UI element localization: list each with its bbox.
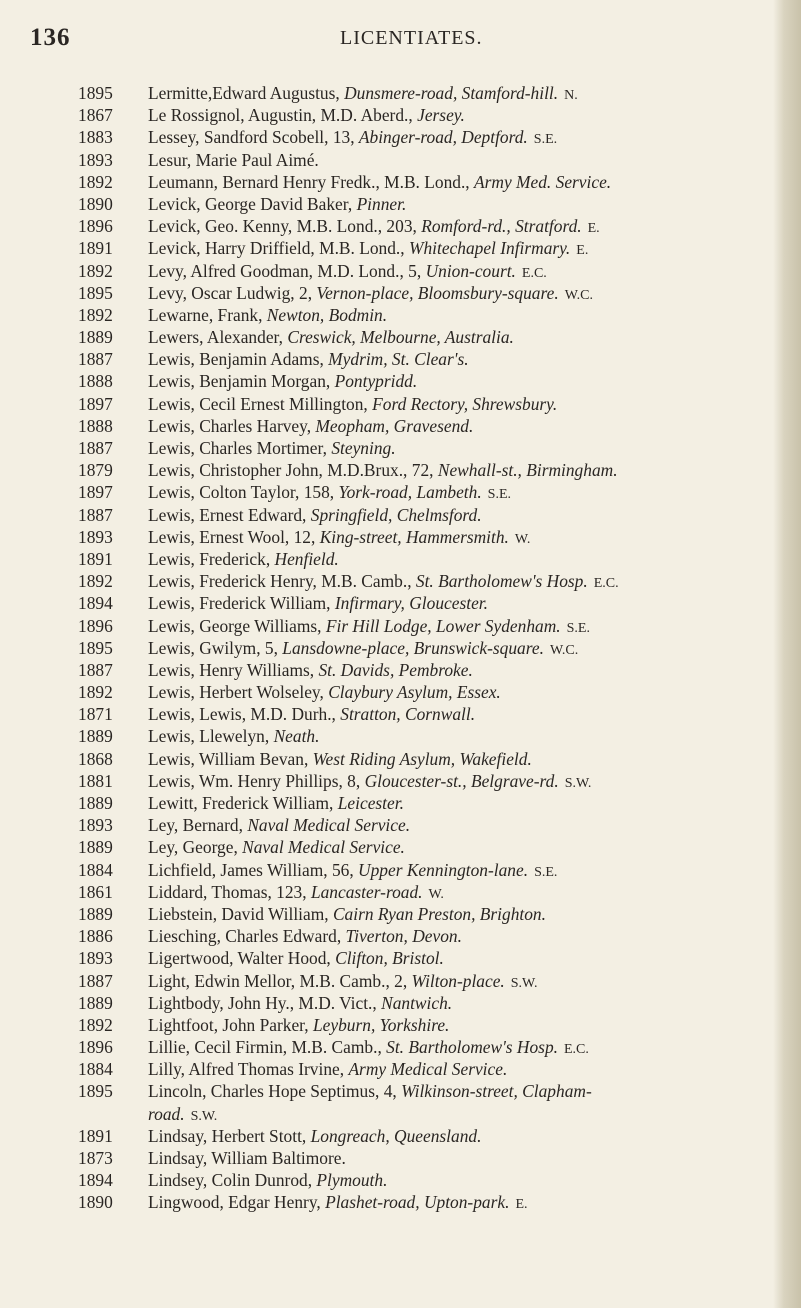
licentiates-list <box>0 82 801 1214</box>
entry-postal-district: W. <box>514 531 531 547</box>
entry-row <box>0 637 801 659</box>
entry-row <box>0 681 801 703</box>
entry-row <box>0 947 801 969</box>
entry-place: Stratton, Cornwall. <box>340 704 476 725</box>
entry-place: York-road, Lambeth. <box>338 482 482 503</box>
entry-year: 1897 <box>78 482 113 503</box>
entry-place: Whitechapel Infirmary. <box>408 238 571 259</box>
entry-postal-district: S.W. <box>564 775 592 791</box>
entry-year: 1893 <box>78 948 113 969</box>
entry-name: Lewis, Ernest Edward, <box>148 504 311 525</box>
entry-place: Pinner. <box>356 193 407 214</box>
entry-place: Army Medical Service. <box>348 1059 508 1080</box>
entry-name: Lewis, Colton Taylor, 158, <box>148 482 339 503</box>
entry-row <box>0 348 801 370</box>
entry-name: Liesching, Charles Edward, <box>148 926 346 947</box>
entry-place: Cairn Ryan Preston, Brighton. <box>332 903 546 924</box>
entry-year: 1890 <box>78 193 113 214</box>
entry-year: 1887 <box>78 438 113 458</box>
entry-place: Romford-rd., Stratford. <box>421 216 582 237</box>
entry-postal-district: W. <box>428 886 444 902</box>
entry-row <box>0 925 801 947</box>
entry-place: King-street, Hammersmith. <box>319 526 509 547</box>
entry-place: road. <box>148 1103 185 1124</box>
entry-row <box>0 149 801 171</box>
entry-year: 1889 <box>78 992 113 1013</box>
entry-name: Lincoln, Charles Hope Septimus, 4, <box>148 1081 402 1102</box>
entry-year: 1896 <box>78 615 113 636</box>
entry-year: 1889 <box>78 327 113 348</box>
entry-year: 1893 <box>78 815 113 836</box>
entry-name: Lewis, Henry Williams, <box>148 659 319 680</box>
entry-place: Claybury Asylum, Essex. <box>328 682 501 703</box>
entry-row <box>0 415 801 437</box>
entry-name: Lewis, Llewelyn, <box>148 726 274 747</box>
entry-postal-district: S.E. <box>534 864 558 880</box>
entry-row <box>0 526 801 548</box>
entry-row <box>0 1103 801 1125</box>
entry-row <box>0 748 801 770</box>
entry-row <box>0 1169 801 1191</box>
entry-year: 1889 <box>78 837 113 858</box>
entry-postal-district: E.C. <box>521 265 547 281</box>
entry-row <box>0 104 801 126</box>
entry-year: 1891 <box>78 548 113 569</box>
entry-name: Lindsey, Colin Dunrod, <box>148 1170 317 1191</box>
entry-year: 1895 <box>78 83 113 103</box>
entry-name: Levick, George David Baker, <box>148 193 357 214</box>
entry-place: Naval Medical Service. <box>247 815 411 836</box>
entry-place: Meopham, Gravesend. <box>315 415 474 436</box>
entry-year: 1895 <box>78 282 113 303</box>
entry-postal-district: E. <box>515 1197 528 1213</box>
entry-place: Gloucester-st., Belgrave-rd. <box>364 770 559 791</box>
entry-postal-district: N. <box>564 88 578 103</box>
entry-row <box>0 304 801 326</box>
entry-row <box>0 1125 801 1147</box>
entry-place: Upper Kennington-lane. <box>358 859 529 880</box>
entry-year: 1892 <box>78 304 113 325</box>
entry-name: Lewis, Wm. Henry Phillips, 8, <box>148 770 365 791</box>
entry-place: St. Davids, Pembroke. <box>318 659 473 680</box>
entry-name: Lindsay, William Baltimore. <box>148 1148 346 1168</box>
entry-year: 1891 <box>78 238 113 259</box>
entry-place: Jersey. <box>417 105 465 126</box>
entry-place: Steyning. <box>331 438 396 458</box>
entry-name: Lewis, Charles Harvey, <box>148 415 316 436</box>
entry-row <box>0 992 801 1014</box>
entry-row <box>0 881 801 903</box>
entry-place: Vernon-place, Bloomsbury-square. <box>316 282 559 303</box>
entry-name: Lewis, Frederick, <box>148 548 275 569</box>
entry-year: 1881 <box>78 770 113 791</box>
page-number: 136 <box>30 24 71 51</box>
entry-name: Lewis, Christopher John, M.D.Brux., 72, <box>148 460 438 481</box>
entry-year: 1896 <box>78 216 113 237</box>
entry-row <box>0 903 801 925</box>
entry-row <box>0 370 801 392</box>
entry-year: 1893 <box>78 526 113 547</box>
entry-text <box>148 1191 787 1216</box>
entry-place: Lancaster-road. <box>310 881 423 902</box>
entry-row <box>0 659 801 681</box>
entry-place: Leicester. <box>337 793 404 813</box>
entry-name: Levick, Geo. Kenny, M.B. Lond., 203, <box>148 216 422 237</box>
entry-place: Newton, Bodmin. <box>266 304 388 325</box>
entry-place: Mydrim, St. Clear's. <box>328 349 469 370</box>
entry-place: Longreach, Queensland. <box>310 1125 482 1146</box>
entry-place: Leyburn, Yorkshire. <box>312 1014 450 1035</box>
entry-row <box>0 215 801 237</box>
entry-name: Light, Edwin Mellor, M.B. Camb., 2, <box>148 970 412 991</box>
entry-place: Union-court. <box>425 260 516 281</box>
running-head: LICENTIATES. <box>340 27 483 49</box>
entry-year: 1892 <box>78 682 113 703</box>
entry-place: West Riding Asylum, Wakefield. <box>312 748 532 769</box>
entry-year: 1887 <box>78 970 113 991</box>
entry-row <box>0 126 801 148</box>
entry-row <box>0 171 801 193</box>
entry-year: 1889 <box>78 903 113 924</box>
entry-place: Fir Hill Lodge, Lower Sydenham. <box>325 615 561 636</box>
entry-row <box>0 260 801 282</box>
entry-year: 1889 <box>78 726 113 747</box>
entry-name: Lewis, Ernest Wool, 12, <box>148 526 320 547</box>
entry-year: 1884 <box>78 1059 113 1080</box>
entry-name: Lessey, Sandford Scobell, 13, <box>148 127 359 148</box>
page-header <box>0 24 801 56</box>
entry-year: 1884 <box>78 859 113 880</box>
entry-name: Ligertwood, Walter Hood, <box>148 948 336 969</box>
entry-name: Lewitt, Frederick William, <box>148 793 338 813</box>
entry-place: Ford Rectory, Shrewsbury. <box>372 393 558 414</box>
entry-place: Infirmary, Gloucester. <box>334 593 488 614</box>
entry-name: Ley, Bernard, <box>148 815 248 836</box>
entry-postal-district: S.W. <box>190 1108 218 1124</box>
entry-name: Le Rossignol, Augustin, M.D. Aberd., <box>148 105 418 126</box>
entry-year: 1895 <box>78 1081 113 1102</box>
entry-name: Levy, Alfred Goodman, M.D. Lond., 5, <box>148 260 426 281</box>
entry-place: St. Bartholomew's Hosp. <box>415 571 588 592</box>
entry-name: Lesur, Marie Paul Aimé. <box>148 149 319 170</box>
entry-postal-district: W.C. <box>549 642 579 658</box>
entry-place: Plashet-road, Upton-park. <box>325 1192 510 1213</box>
entry-row <box>0 725 801 747</box>
entry-row <box>0 437 801 459</box>
entry-place: Army Med. Service. <box>474 171 612 192</box>
entry-place: Dunsmere-road, Stamford-hill. <box>344 83 559 103</box>
entry-year: 1891 <box>78 1125 113 1146</box>
entry-year: 1892 <box>78 571 113 592</box>
entry-name: Lewis, Frederick William, <box>148 593 335 614</box>
entry-place: Creswick, Melbourne, Australia. <box>287 327 514 348</box>
entry-year: 1894 <box>78 1170 113 1191</box>
entry-year: 1867 <box>78 105 113 126</box>
entry-place: Tiverton, Devon. <box>345 926 462 947</box>
entry-name: Lilly, Alfred Thomas Irvine, <box>148 1059 349 1080</box>
entry-postal-district: E.C. <box>593 576 619 592</box>
entry-year: 1895 <box>78 637 113 658</box>
entry-name: Liebstein, David William, <box>148 903 333 924</box>
entry-row <box>0 1058 801 1080</box>
entry-name: Lewis, Benjamin Adams, <box>148 349 329 370</box>
entry-place: Wilton-place. <box>411 970 505 991</box>
entry-row <box>0 592 801 614</box>
entry-postal-district: E. <box>576 243 589 259</box>
entry-row <box>0 1147 801 1169</box>
entry-row <box>0 481 801 503</box>
entry-name: Ley, George, <box>148 837 243 858</box>
entry-postal-district: W.C. <box>564 287 593 303</box>
entry-name: Lewis, Charles Mortimer, <box>148 438 332 458</box>
entry-place: Wilkinson-street, Clapham- <box>401 1081 592 1102</box>
entry-name: Lewis, Benjamin Morgan, <box>148 371 335 392</box>
entry-row <box>0 792 801 814</box>
entry-row <box>0 82 801 104</box>
entry-year: 1896 <box>78 1037 113 1058</box>
entry-place: Newhall-st., Birmingham. <box>437 460 618 481</box>
entry-place: Henfield. <box>274 548 339 569</box>
entry-year: 1887 <box>78 349 113 370</box>
entry-row <box>0 814 801 836</box>
entry-place: St. Bartholomew's Hosp. <box>386 1037 558 1058</box>
entry-name: Lillie, Cecil Firmin, M.B. Camb., <box>148 1037 387 1058</box>
entry-name: Lightbody, John Hy., M.D. Vict., <box>148 992 382 1013</box>
entry-row <box>0 703 801 725</box>
entry-year: 1892 <box>78 260 113 281</box>
entry-row <box>0 570 801 592</box>
entry-name: Lewis, Gwilym, 5, <box>148 637 283 658</box>
entry-year: 1889 <box>78 793 113 813</box>
entry-name: Lewarne, Frank, <box>148 304 267 325</box>
entry-year: 1887 <box>78 504 113 525</box>
entry-postal-district: E. <box>587 221 600 237</box>
entry-name: Lewis, William Bevan, <box>148 748 313 769</box>
entry-row <box>0 1036 801 1058</box>
entry-place: Lansdowne-place, Brunswick-square. <box>282 637 544 658</box>
entry-name: Lingwood, Edgar Henry, <box>148 1192 326 1213</box>
entry-postal-district: S.E. <box>566 620 590 636</box>
entry-year: 1892 <box>78 1014 113 1035</box>
entry-year: 1890 <box>78 1192 113 1213</box>
entry-place: Springfield, Chelmsford. <box>310 504 482 525</box>
entry-year: 1894 <box>78 593 113 614</box>
entry-row <box>0 237 801 259</box>
entry-year: 1861 <box>78 881 113 902</box>
entry-row <box>0 836 801 858</box>
entry-place: Abinger-road, Deptford. <box>358 127 528 148</box>
entry-row <box>0 459 801 481</box>
entry-year: 1893 <box>78 149 113 170</box>
entry-place: Clifton, Bristol. <box>335 948 444 969</box>
entry-place: Nantwich. <box>381 992 453 1013</box>
entry-postal-district: E.C. <box>564 1042 589 1058</box>
entry-row <box>0 859 801 881</box>
entry-row <box>0 326 801 348</box>
entry-place: Neath. <box>273 726 320 747</box>
entry-year: 1883 <box>78 127 113 148</box>
entry-year: 1886 <box>78 926 113 947</box>
entry-year: 1892 <box>78 171 113 192</box>
entry-postal-district: S.W. <box>510 975 538 991</box>
entry-name: Liddard, Thomas, 123, <box>148 881 311 902</box>
entry-name: Lewis, Frederick Henry, M.B. Camb., <box>148 571 416 592</box>
entry-name: Lewis, Lewis, M.D. Durh., <box>148 704 341 725</box>
entry-year: 1897 <box>78 393 113 414</box>
entry-name: Levick, Harry Driffield, M.B. Lond., <box>148 238 409 259</box>
entry-row <box>0 193 801 215</box>
entry-postal-district: S.E. <box>487 487 512 503</box>
entry-row <box>0 1191 801 1213</box>
entry-year: 1887 <box>78 659 113 680</box>
entry-name: Lindsay, Herbert Stott, <box>148 1125 311 1146</box>
entry-row <box>0 1080 801 1102</box>
entry-place: Plymouth. <box>316 1170 388 1191</box>
entry-year: 1888 <box>78 371 113 392</box>
entry-postal-district: S.E. <box>533 132 558 148</box>
entry-year: 1888 <box>78 415 113 436</box>
entry-row <box>0 393 801 415</box>
entry-name: Lewers, Alexander, <box>148 327 288 348</box>
entry-name: Leumann, Bernard Henry Fredk., M.B. Lond., <box>148 171 475 192</box>
entry-name: Lewis, Cecil Ernest Millington, <box>148 393 373 414</box>
entry-row <box>0 970 801 992</box>
entry-row <box>0 504 801 526</box>
entry-row <box>0 615 801 637</box>
entry-name: Lewis, George Williams, <box>148 615 326 636</box>
entry-row <box>0 548 801 570</box>
entry-place: Pontypridd. <box>334 371 418 392</box>
entry-year: 1879 <box>78 460 113 481</box>
entry-row <box>0 282 801 304</box>
entry-row <box>0 1014 801 1036</box>
entry-place: Naval Medical Service. <box>242 837 405 858</box>
entry-year: 1868 <box>78 748 113 769</box>
entry-row <box>0 770 801 792</box>
entry-name: Levy, Oscar Ludwig, 2, <box>148 282 317 303</box>
entry-year: 1871 <box>78 704 113 725</box>
entry-year: 1873 <box>78 1148 113 1168</box>
entry-name: Lightfoot, John Parker, <box>148 1014 313 1035</box>
entry-name: Lermitte,Edward Augustus, <box>148 83 345 103</box>
entry-name: Lichfield, James William, 56, <box>148 859 359 880</box>
entry-name: Lewis, Herbert Wolseley, <box>148 682 329 703</box>
